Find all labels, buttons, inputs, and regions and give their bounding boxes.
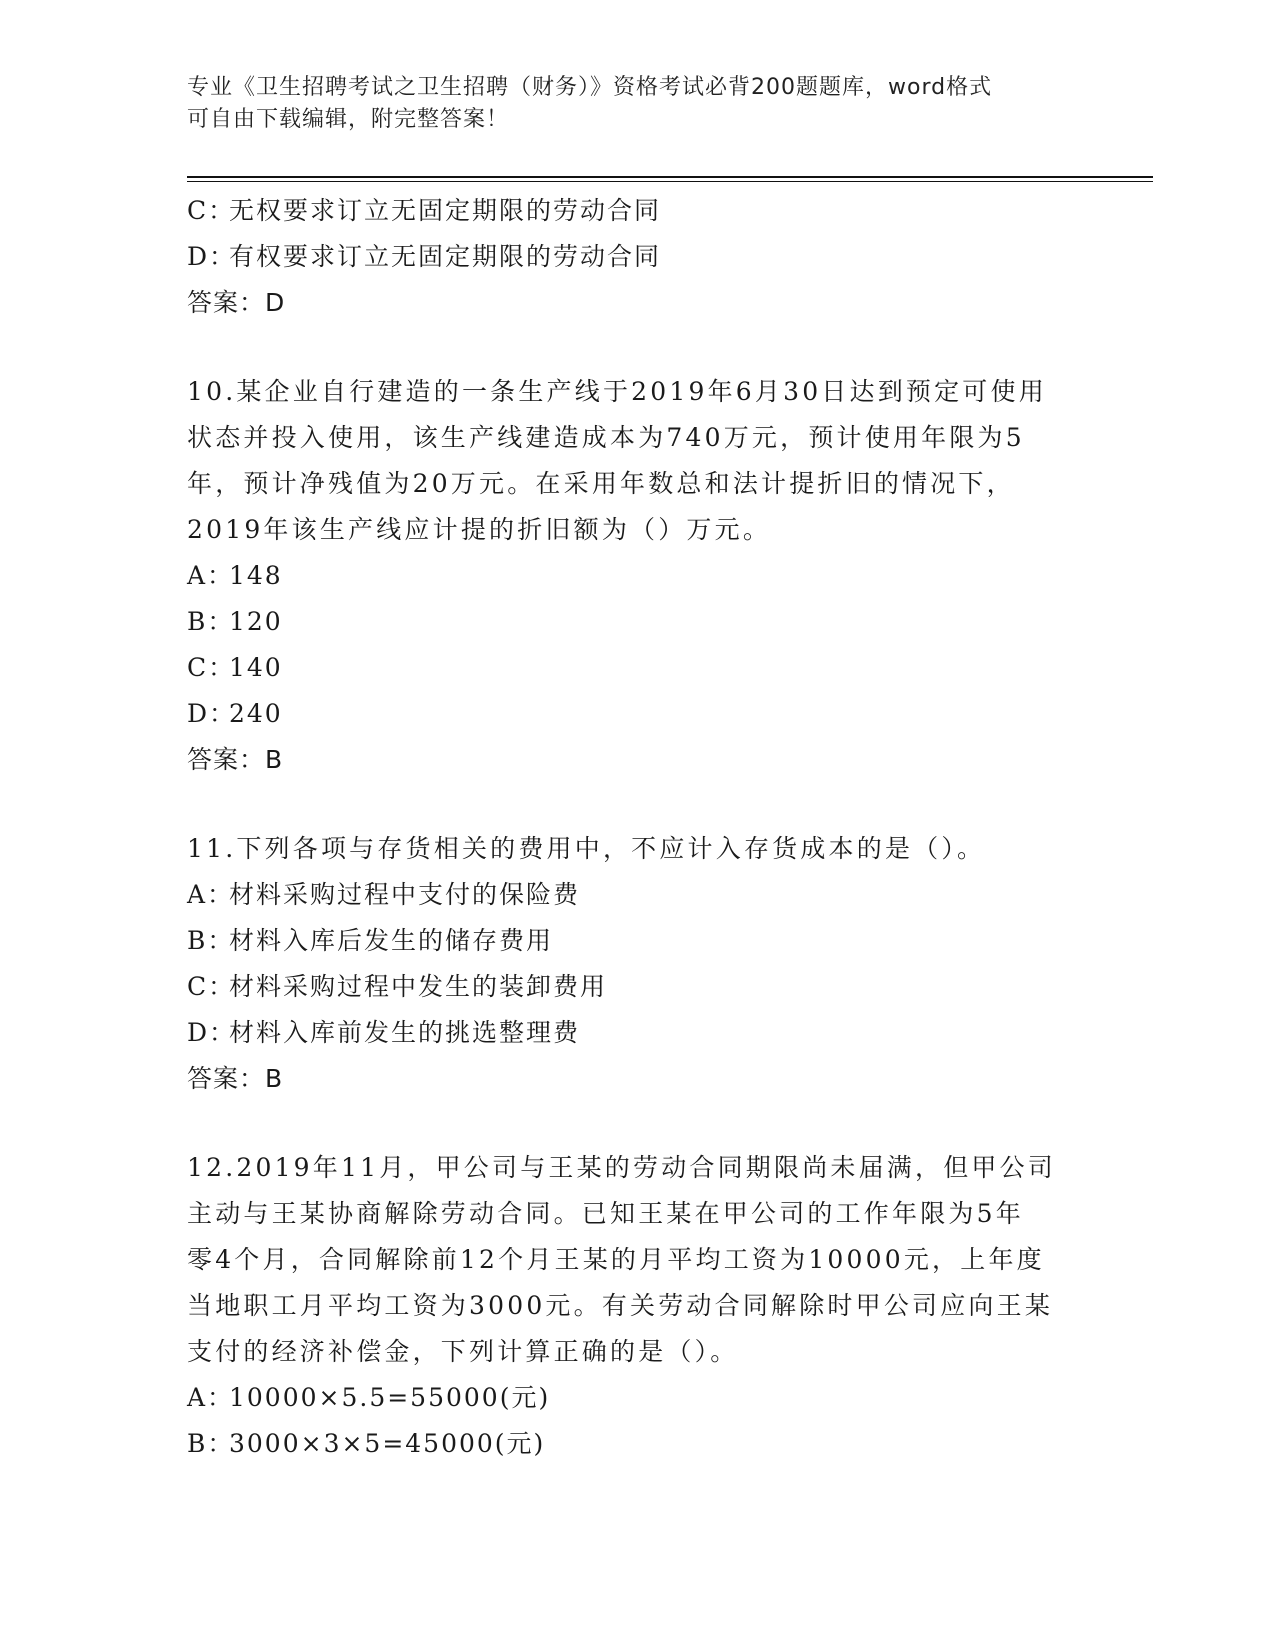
question-11 xyxy=(187,826,1087,1102)
question-12 xyxy=(187,1145,1087,1467)
option-d xyxy=(187,691,1087,737)
option-label: C： xyxy=(187,972,236,1001)
option-label: C： xyxy=(187,653,236,682)
question-content xyxy=(187,188,1087,1467)
option-b xyxy=(187,918,1087,964)
option-d xyxy=(187,234,1087,280)
option-label: B： xyxy=(187,926,235,955)
option-label: A： xyxy=(187,1383,235,1412)
option-label: C： xyxy=(187,196,236,225)
spacer xyxy=(187,326,1087,369)
option-label: A： xyxy=(187,880,235,909)
question-stem-line: 支付的经济补偿金，下列计算正确的是（）。 xyxy=(187,1337,739,1366)
option-text: 148 xyxy=(229,561,283,590)
header-divider-thick xyxy=(187,176,1153,178)
option-text: 材料采购过程中支付的保险费 xyxy=(229,880,581,909)
option-text: 材料入库后发生的储存费用 xyxy=(229,926,554,955)
option-text: 240 xyxy=(229,699,283,728)
option-text: 有权要求订立无固定期限的劳动合同 xyxy=(229,242,662,271)
answer-line: 答案：B xyxy=(187,1064,284,1093)
header-divider-thin xyxy=(187,181,1153,182)
option-text: 120 xyxy=(229,607,283,636)
option-text: 材料采购过程中发生的装卸费用 xyxy=(229,972,608,1001)
option-label: B： xyxy=(187,607,235,636)
spacer xyxy=(187,1102,1087,1145)
question-stem-line: 状态并投入使用，该生产线建造成本为740万元，预计使用年限为5 xyxy=(187,423,1025,452)
option-label: D： xyxy=(187,242,237,271)
spacer xyxy=(187,783,1087,826)
option-d xyxy=(187,1010,1087,1056)
option-label: D： xyxy=(187,699,237,728)
option-label: D： xyxy=(187,1018,237,1047)
question-9 xyxy=(187,188,1087,326)
question-10 xyxy=(187,369,1087,783)
question-stem-line: 10.某企业自行建造的一条生产线于2019年6月30日达到预定可使用 xyxy=(187,377,1047,406)
option-b xyxy=(187,1421,1087,1467)
question-stem-line: 零4个月，合同解除前12个月王某的月平均工资为10000元，上年度 xyxy=(187,1245,1045,1274)
header-line-1: 专业《卫生招聘考试之卫生招聘（财务）》资格考试必背200题题库，word格式 xyxy=(187,75,993,100)
option-a xyxy=(187,553,1087,599)
question-stem-line: 2019年该生产线应计提的折旧额为（）万元。 xyxy=(187,515,772,544)
option-text: 材料入库前发生的挑选整理费 xyxy=(229,1018,581,1047)
option-a xyxy=(187,872,1087,918)
option-text: 140 xyxy=(229,653,283,682)
option-a xyxy=(187,1375,1087,1421)
option-label: B： xyxy=(187,1429,235,1458)
answer-line: 答案：B xyxy=(187,745,284,774)
answer-line: 答案：D xyxy=(187,288,286,317)
question-stem-line: 11.下列各项与存货相关的费用中，不应计入存货成本的是（）。 xyxy=(187,834,986,863)
header-line-2: 可自由下载编辑，附完整答案！ xyxy=(187,107,510,132)
option-c xyxy=(187,188,1087,234)
option-b xyxy=(187,599,1087,645)
question-stem-line: 12.2019年11月，甲公司与王某的劳动合同期限尚未届满，但甲公司 xyxy=(187,1153,1056,1182)
option-text: 10000×5.5=55000(元) xyxy=(229,1383,551,1412)
option-label: A： xyxy=(187,561,235,590)
option-text: 无权要求订立无固定期限的劳动合同 xyxy=(229,196,662,225)
question-stem-line: 年，预计净残值为20万元。在采用年数总和法计提折旧的情况下， xyxy=(187,469,1015,498)
question-stem-line: 当地职工月平均工资为3000元。有关劳动合同解除时甲公司应向王某 xyxy=(187,1291,1054,1320)
document-header xyxy=(187,72,1067,136)
option-text: 3000×3×5=45000(元) xyxy=(229,1429,546,1458)
option-c xyxy=(187,645,1087,691)
question-stem-line: 主动与王某协商解除劳动合同。已知王某在甲公司的工作年限为5年 xyxy=(187,1199,1024,1228)
option-c xyxy=(187,964,1087,1010)
